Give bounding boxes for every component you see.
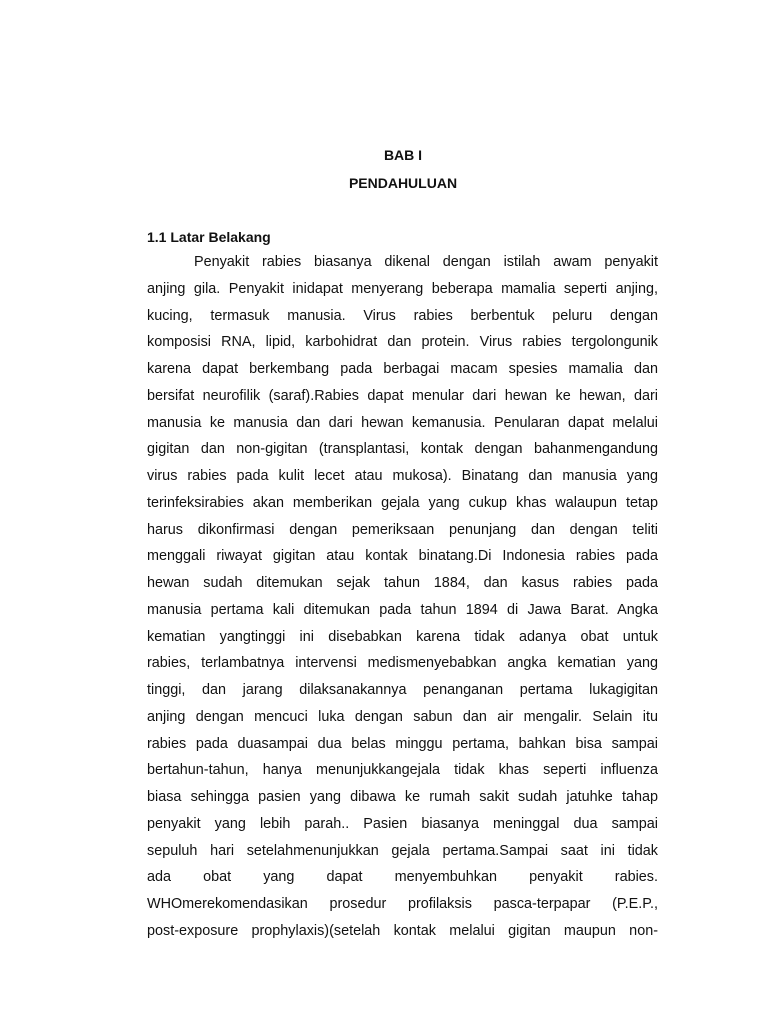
paragraph-line: anjing dengan mencuci luka dengan sabun dan air mengalir. Selain itu: [147, 708, 658, 725]
section-heading: 1.1 Latar Belakang: [147, 229, 271, 245]
paragraph-line: manusia ke manusia dan dari hewan kemanusia. Penularan dapat melalui: [147, 414, 658, 431]
paragraph-line: gigitan dan non-gigitan (transplantasi, kontak dengan bahanmengandung: [147, 441, 658, 458]
body-paragraph: [147, 249, 658, 945]
paragraph-line: komposisi RNA, lipid, karbohidrat dan protein. Virus rabies tergolongunik: [147, 334, 658, 351]
paragraph-line: biasa sehingga pasien yang dibawa ke rumah sakit sudah jatuhke tahap: [147, 789, 658, 805]
paragraph-line: ada obat yang dapat menyembuhkan penyakit rabies.: [147, 869, 658, 886]
paragraph-line: menggali riwayat gigitan atau kontak binatang.Di Indonesia rabies pada: [147, 548, 658, 565]
chapter-number: BAB I: [383, 147, 423, 163]
paragraph-line: kucing, termasuk manusia. Virus rabies berbentuk peluru dengan: [147, 307, 658, 324]
paragraph-line: hewan sudah ditemukan sejak tahun 1884, dan kasus rabies pada: [147, 575, 658, 591]
paragraph-line: kematian yangtinggi ini disebabkan karena tidak adanya obat untuk: [147, 628, 658, 645]
paragraph-line: Penyakit rabies biasanya dikenal dengan istilah awam penyakit: [194, 254, 658, 270]
paragraph-line: bersifat neurofilik (saraf).Rabies dapat menular dari hewan ke hewan, dari: [147, 387, 658, 404]
paragraph-line: bertahun-tahun, hanya menunjukkangejala tidak khas seperti influenza: [147, 762, 658, 779]
paragraph-line: sepuluh hari setelahmenunjukkan gejala pertama.Sampai saat ini tidak: [147, 842, 658, 859]
paragraph-line: terinfeksirabies akan memberikan gejala yang cukup khas walaupun tetap: [147, 494, 658, 511]
paragraph-line: WHOmerekomendasikan prosedur profilaksis pasca-terpapar (P.E.P.,: [147, 896, 658, 912]
chapter-title: PENDAHULUAN: [348, 175, 458, 191]
paragraph-line: manusia pertama kali ditemukan pada tahun 1894 di Jawa Barat. Angka: [147, 601, 658, 618]
paragraph-line: rabies pada duasampai dua belas minggu pertama, bahkan bisa sampai: [147, 735, 658, 752]
paragraph-line: virus rabies pada kulit lecet atau mukosa). Binatang dan manusia yang: [147, 468, 658, 484]
paragraph-line: karena dapat berkembang pada berbagai macam spesies mamalia dan: [147, 361, 658, 377]
paragraph-line: anjing gila. Penyakit inidapat menyerang beberapa mamalia seperti anjing,: [147, 280, 658, 297]
paragraph-line: penyakit yang lebih parah.. Pasien biasanya meninggal dua sampai: [147, 815, 658, 832]
paragraph-line: rabies, terlambatnya intervensi medismenyebabkan angka kematian yang: [147, 655, 658, 672]
paragraph-line: harus dikonfirmasi dengan pemeriksaan penunjang dan dengan teliti: [147, 521, 658, 538]
paragraph-line: post-exposure prophylaxis)(setelah kontak melalui gigitan maupun non-: [147, 922, 658, 939]
paragraph-line: tinggi, dan jarang dilaksanakannya penanganan pertama lukagigitan: [147, 682, 658, 698]
